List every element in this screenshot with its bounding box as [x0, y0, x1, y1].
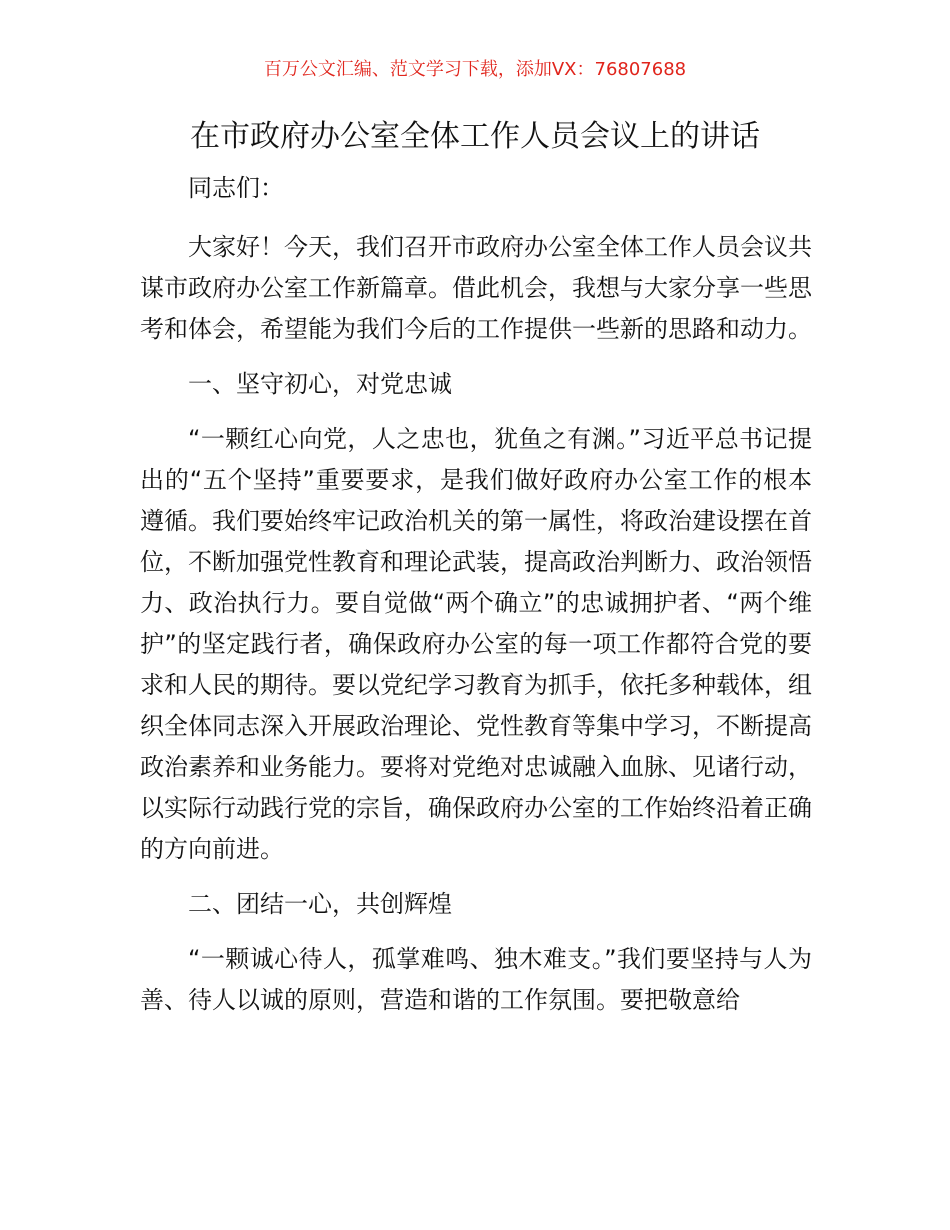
section-heading-1: 一、坚守初心，对党忠诚 — [188, 370, 452, 398]
paragraph-section-1: “一颗红心向党，人之忠也，犹鱼之有渊。”习近平总书记提出的“五个坚持”重要要求，是我们做好政府办公室工作的根本遵循。我们要始终牢记政治机关的第一属性，将政治建设摆在首位，不断加强党性教育和理论武装，提高政治判断力、政治领悟力、政治执行力。要自觉做“两个确立”的忠诚拥护者、“两个维护”的坚定践行者，确保政府办公室的每一项工作都符合党的要求和人民的期待。要以党纪学习教育为抓手，依托多种载体，组织全体同志深入开展政治理论、党性教育等集中学习，不断提高政治素养和业务能力。要将对党绝对忠诚融入血脉、见诸行动，以实际行动践行党的宗旨，确保政府办公室的工作始终沿着正确的方向前进。 — [140, 425, 812, 863]
section-heading-2: 二、团结一心，共创辉煌 — [188, 890, 452, 918]
document-body — [140, 168, 812, 1035]
paragraph-intro: 大家好！今天，我们召开市政府办公室全体工作人员会议共谋市政府办公室工作新篇章。借此机会，我想与大家分享一些思考和体会，希望能为我们今后的工作提供一些新的思路和动力。 — [140, 233, 812, 343]
paragraph-section-2: “一颗诚心待人，孤掌难鸣、独木难支。”我们要坚持与人为善、待人以诚的原则，营造和谐的工作氛围。要把敬意给 — [140, 945, 812, 1014]
watermark-banner: 百万公文汇编、范文学习下载，添加VX：76807688 — [263, 59, 687, 80]
salutation: 同志们： — [188, 174, 284, 202]
document-title: 在市政府办公室全体工作人员会议上的讲话 — [190, 119, 760, 154]
